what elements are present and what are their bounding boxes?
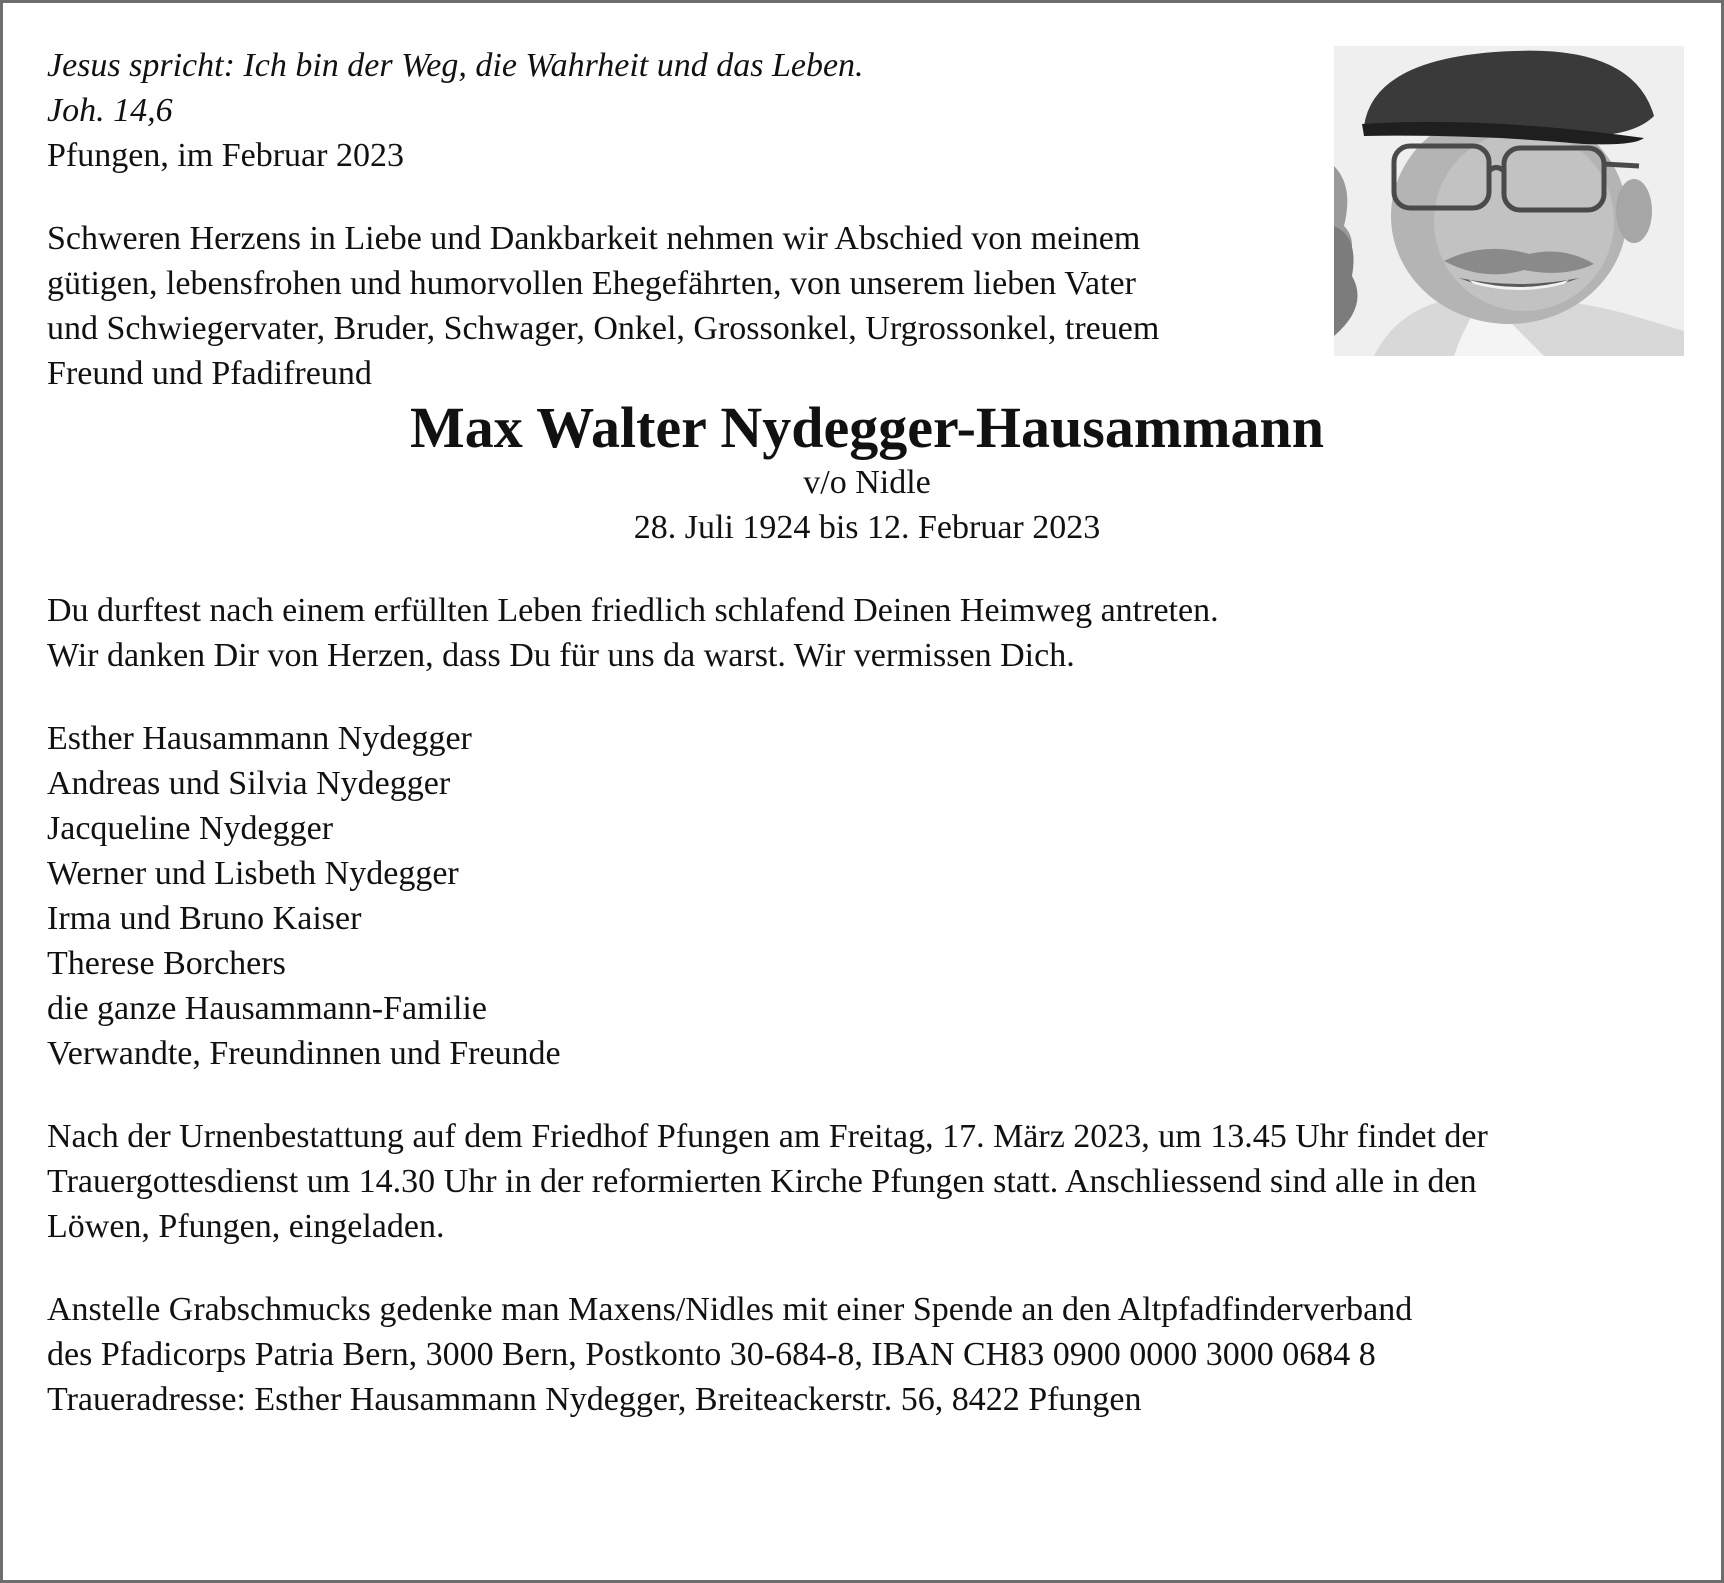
farewell-line: Du durftest nach einem erfüllten Leben friedlich schlafend Deinen Heimweg antreten.: [47, 592, 1219, 629]
service-paragraph: [47, 1114, 1687, 1249]
mourner-entry: Jacqueline Nydegger: [47, 810, 334, 847]
bible-verse-quote: Jesus spricht: Ich bin der Weg, die Wahrheit und das Leben.: [47, 47, 864, 84]
intro-line: und Schwiegervater, Bruder, Schwager, Onkel, Grossonkel, Urgrossonkel, treuem: [47, 310, 1160, 347]
farewell-line: Wir danken Dir von Herzen, dass Du für uns da warst. Wir vermissen Dich.: [47, 637, 1075, 674]
intro-line: gütigen, lebensfrohen und humorvollen Ehegefährten, von unserem lieben Vater: [47, 265, 1136, 302]
mourner-entry: Andreas und Silvia Nydegger: [47, 765, 451, 802]
mourner-entry: Irma und Bruno Kaiser: [47, 900, 362, 937]
donation-line: Anstelle Grabschmucks gedenke man Maxens/Nidles mit einer Spende an den Altpfadfinderverband: [47, 1291, 1413, 1328]
service-line: Nach der Urnenbestattung auf dem Friedhof Pfungen am Freitag, 17. März 2023, um 13.45 Uhr findet der: [47, 1118, 1488, 1155]
service-line: Trauergottesdienst um 14.30 Uhr in der reformierten Kirche Pfungen statt. Anschliessend sind alle in den: [47, 1163, 1477, 1200]
intro-line: Schweren Herzens in Liebe und Dankbarkeit nehmen wir Abschied von meinem: [47, 220, 1141, 257]
deceased-nickname: v/o Nidle: [803, 464, 931, 501]
service-line: Löwen, Pfungen, eingeladen.: [47, 1208, 445, 1245]
intro-line: Freund und Pfadifreund: [47, 355, 372, 392]
life-dates: 28. Juli 1924 bis 12. Februar 2023: [633, 509, 1101, 546]
mourner-entry: Verwandte, Freundinnen und Freunde: [47, 1035, 561, 1072]
mourners-list: [47, 716, 1687, 1076]
place-date: Pfungen, im Februar 2023: [47, 137, 404, 174]
deceased-name: Max Walter Nydegger-Hausammann: [410, 395, 1324, 460]
farewell-paragraph: [47, 588, 1687, 678]
donation-line: des Pfadicorps Patria Bern, 3000 Bern, Postkonto 30-684-8, IBAN CH83 0900 0000 3000 0684 8: [47, 1336, 1376, 1373]
donation-paragraph: [47, 1287, 1687, 1377]
mourner-entry: die ganze Hausammann-Familie: [47, 990, 487, 1027]
mourner-entry: Werner und Lisbeth Nydegger: [47, 855, 459, 892]
intro-paragraph: [47, 216, 1317, 396]
bible-verse-reference: Joh. 14,6: [47, 92, 173, 129]
mourner-entry: Esther Hausammann Nydegger: [47, 720, 472, 757]
obituary-text: [47, 43, 1687, 1422]
mourning-address: Traueradresse: Esther Hausammann Nydegger, Breiteackerstr. 56, 8422 Pfungen: [47, 1381, 1142, 1418]
mourner-entry: Therese Borchers: [47, 945, 286, 982]
